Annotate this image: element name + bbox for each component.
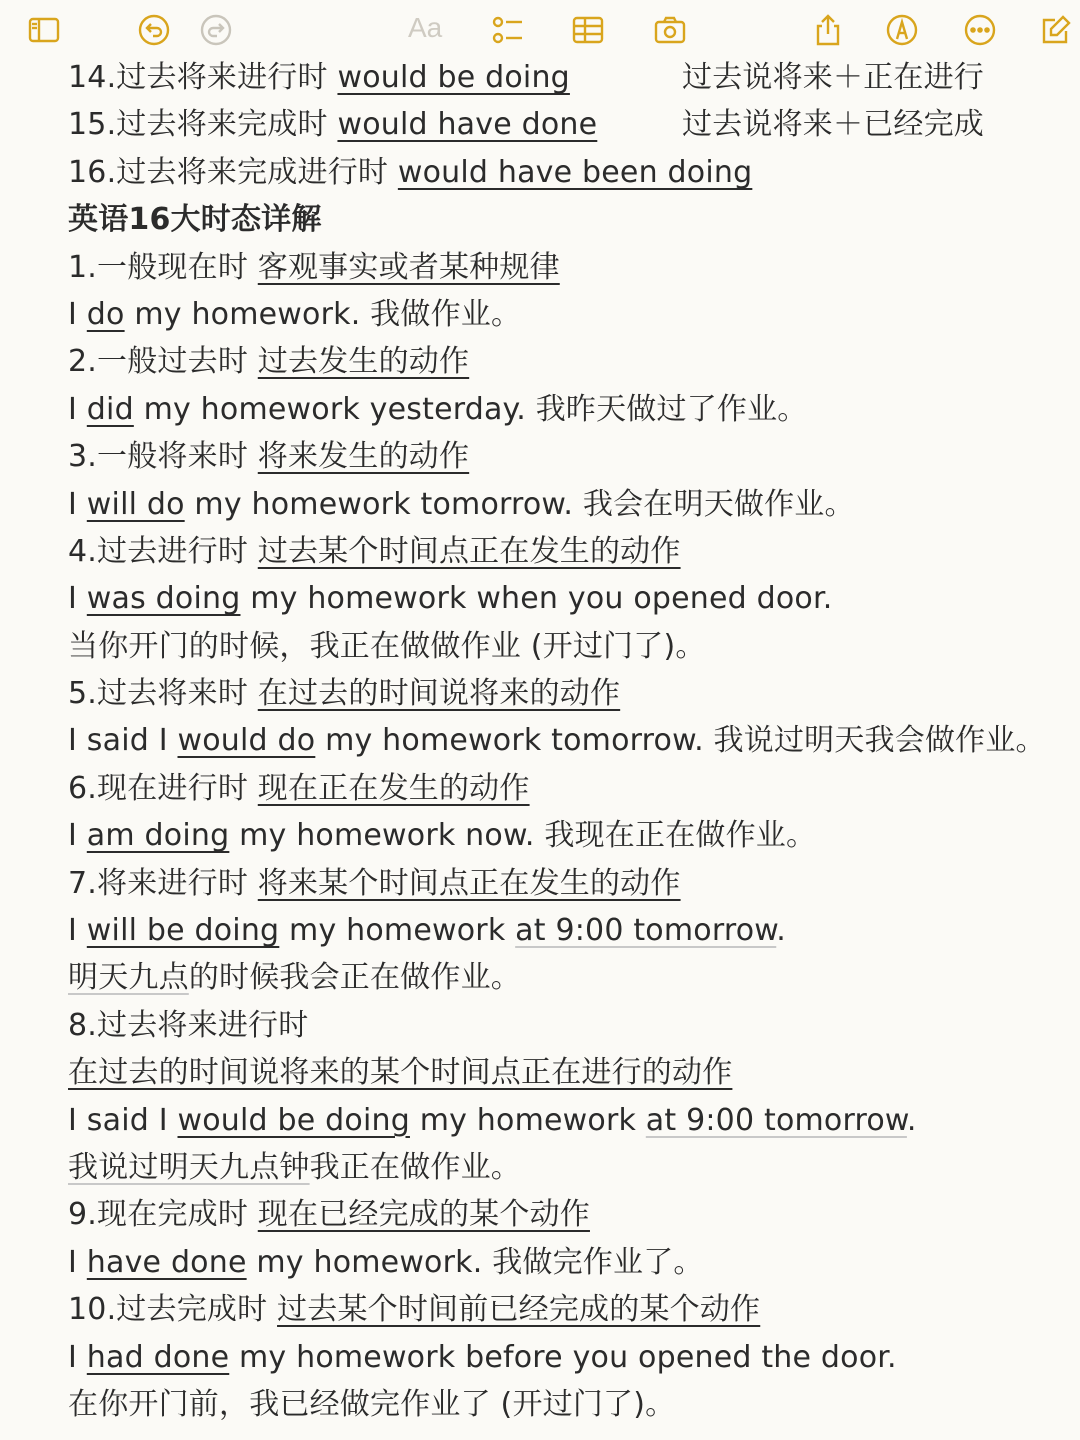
note-text: my homework before you opened the door.: [229, 1339, 897, 1375]
note-text: I: [68, 391, 87, 427]
note-text: 当你开门的时候，我正在做做作业 (开过门了)。: [68, 628, 706, 664]
note-text: my homework: [409, 1102, 646, 1138]
note-text: I said I: [68, 723, 178, 759]
note-text: my homework tomorrow. 我说过明天我会做作业。: [315, 723, 1046, 759]
note-line: [68, 433, 1058, 480]
note-line: [68, 481, 1058, 528]
underlined-text: at 9:00 tomorrow: [515, 913, 777, 949]
note-text: 的时候我会正在做作业。: [188, 960, 522, 996]
sidebar-icon[interactable]: [24, 10, 64, 50]
underlined-text: am doing: [86, 818, 230, 854]
note-text: 8.过去将来进行时: [68, 1007, 309, 1043]
underlined-text: would be doing: [337, 60, 570, 95]
checklist-icon[interactable]: [488, 10, 528, 50]
note-line: [68, 765, 1058, 812]
note-text: 我正在做作业。: [309, 1149, 522, 1185]
note-line: [68, 1239, 1058, 1286]
note-text: 9.现在完成时: [68, 1197, 258, 1233]
text-format-icon[interactable]: Aa: [408, 12, 443, 43]
note-line: [68, 101, 1058, 148]
notes-toolbar: [0, 0, 1080, 60]
underlined-text: 明天九点: [68, 960, 189, 996]
note-line: [68, 670, 1058, 717]
underlined-text: 过去发生的动作: [257, 344, 470, 380]
note-text: 7.将来进行时: [68, 865, 258, 901]
table-icon[interactable]: [568, 10, 608, 50]
note-text: 1.一般现在时: [68, 249, 258, 285]
note-text: 6.现在进行时: [68, 770, 258, 806]
note-line: [68, 1191, 1058, 1238]
note-text: 16.过去将来完成进行时: [68, 154, 398, 190]
note-text: 2.一般过去时: [68, 344, 258, 380]
more-icon[interactable]: [960, 10, 1000, 50]
note-right-text: 过去说将来＋正在进行: [682, 60, 984, 95]
note-line: [68, 291, 1058, 338]
underlined-text: did: [86, 391, 134, 427]
note-line: [68, 54, 1058, 101]
note-line: [68, 528, 1058, 575]
note-line: [68, 623, 1058, 670]
underlined-text: will be doing: [86, 913, 280, 949]
note-text: my homework when you opened door.: [240, 581, 833, 617]
underlined-text: would have done: [337, 107, 598, 143]
note-text: my homework. 我做作业。: [124, 296, 522, 332]
note-text: I said I: [68, 1102, 178, 1138]
note-line: [68, 244, 1058, 291]
underlined-text: 在过去的时间说将来的某个时间点正在进行的动作: [68, 1055, 733, 1091]
note-line: [68, 1002, 1058, 1049]
note-text: my homework tomorrow. 我会在明天做作业。: [184, 486, 855, 522]
underlined-text: had done: [86, 1339, 230, 1375]
note-text: 14.过去将来进行时: [68, 60, 338, 95]
note-heading: [68, 196, 1058, 243]
note-text: 在你开门前，我已经做完作业了 (开过门了)。: [68, 1386, 676, 1422]
note-text: I: [68, 913, 87, 949]
note-line: [68, 860, 1058, 907]
note-line: [68, 575, 1058, 622]
underlined-text: 在过去的时间说将来的动作: [257, 676, 621, 712]
note-text: I: [68, 818, 87, 854]
note-line: [68, 717, 1058, 764]
redo-icon[interactable]: [196, 10, 236, 50]
underlined-text: 我说过明天九点钟: [68, 1149, 310, 1185]
note-line: [68, 1049, 1058, 1096]
note-text: I: [68, 1339, 87, 1375]
note-text: my homework. 我做完作业了。: [246, 1244, 704, 1280]
note-line: [68, 386, 1058, 433]
underlined-text: 过去某个时间前已经完成的某个动作: [277, 1292, 761, 1328]
note-line: [68, 338, 1058, 385]
note-line: [68, 1144, 1058, 1191]
camera-icon[interactable]: [650, 10, 690, 50]
underlined-text: would be doing: [177, 1102, 410, 1138]
underlined-text: 将来发生的动作: [257, 439, 470, 475]
underlined-text: would have been doing: [397, 154, 753, 190]
note-line: [68, 1097, 1058, 1144]
note-text: I: [68, 1244, 87, 1280]
underlined-text: 客观事实或者某种规律: [257, 249, 560, 285]
note-line: [68, 954, 1058, 1001]
underlined-text: will do: [86, 486, 185, 522]
underlined-text: 过去某个时间点正在发生的动作: [257, 533, 681, 569]
note-text: 10.过去完成时: [68, 1292, 278, 1328]
note-text: my homework: [279, 913, 516, 949]
note-text: 英语16大时态详解: [68, 202, 322, 238]
underlined-text: at 9:00 tomorrow: [645, 1102, 907, 1138]
underlined-text: 现在已经完成的某个动作: [257, 1197, 590, 1233]
compose-icon[interactable]: [1036, 10, 1076, 50]
note-text: 3.一般将来时: [68, 439, 258, 475]
underlined-text: would do: [177, 723, 316, 759]
undo-icon[interactable]: [134, 10, 174, 50]
note-line: [68, 1381, 1058, 1428]
note-text: my homework now. 我现在正在做作业。: [229, 818, 817, 854]
note-text: 15.过去将来完成时: [68, 107, 338, 143]
note-text: 4.过去进行时: [68, 533, 258, 569]
underlined-text: 现在正在发生的动作: [257, 770, 530, 806]
note-right-text: 过去说将来＋已经完成: [682, 107, 984, 143]
underlined-text: do: [86, 296, 125, 332]
note-text: 5.过去将来时: [68, 676, 258, 712]
share-icon[interactable]: [808, 10, 848, 50]
note-text: I: [68, 581, 87, 617]
note-line: [68, 1286, 1058, 1333]
note-text: I: [68, 296, 87, 332]
note-text: I: [68, 486, 87, 522]
note-line: [68, 1334, 1058, 1381]
underlined-text: 将来某个时间点正在发生的动作: [257, 865, 681, 901]
note-body[interactable]: [68, 54, 1058, 1428]
underlined-text: have done: [86, 1244, 247, 1280]
markup-icon[interactable]: [882, 10, 922, 50]
note-line: [68, 149, 1058, 196]
note-text: .: [776, 913, 787, 949]
note-line: [68, 812, 1058, 859]
note-text: my homework yesterday. 我昨天做过了作业。: [133, 391, 808, 427]
note-text: .: [906, 1102, 917, 1138]
note-line: [68, 907, 1058, 954]
underlined-text: was doing: [86, 581, 241, 617]
